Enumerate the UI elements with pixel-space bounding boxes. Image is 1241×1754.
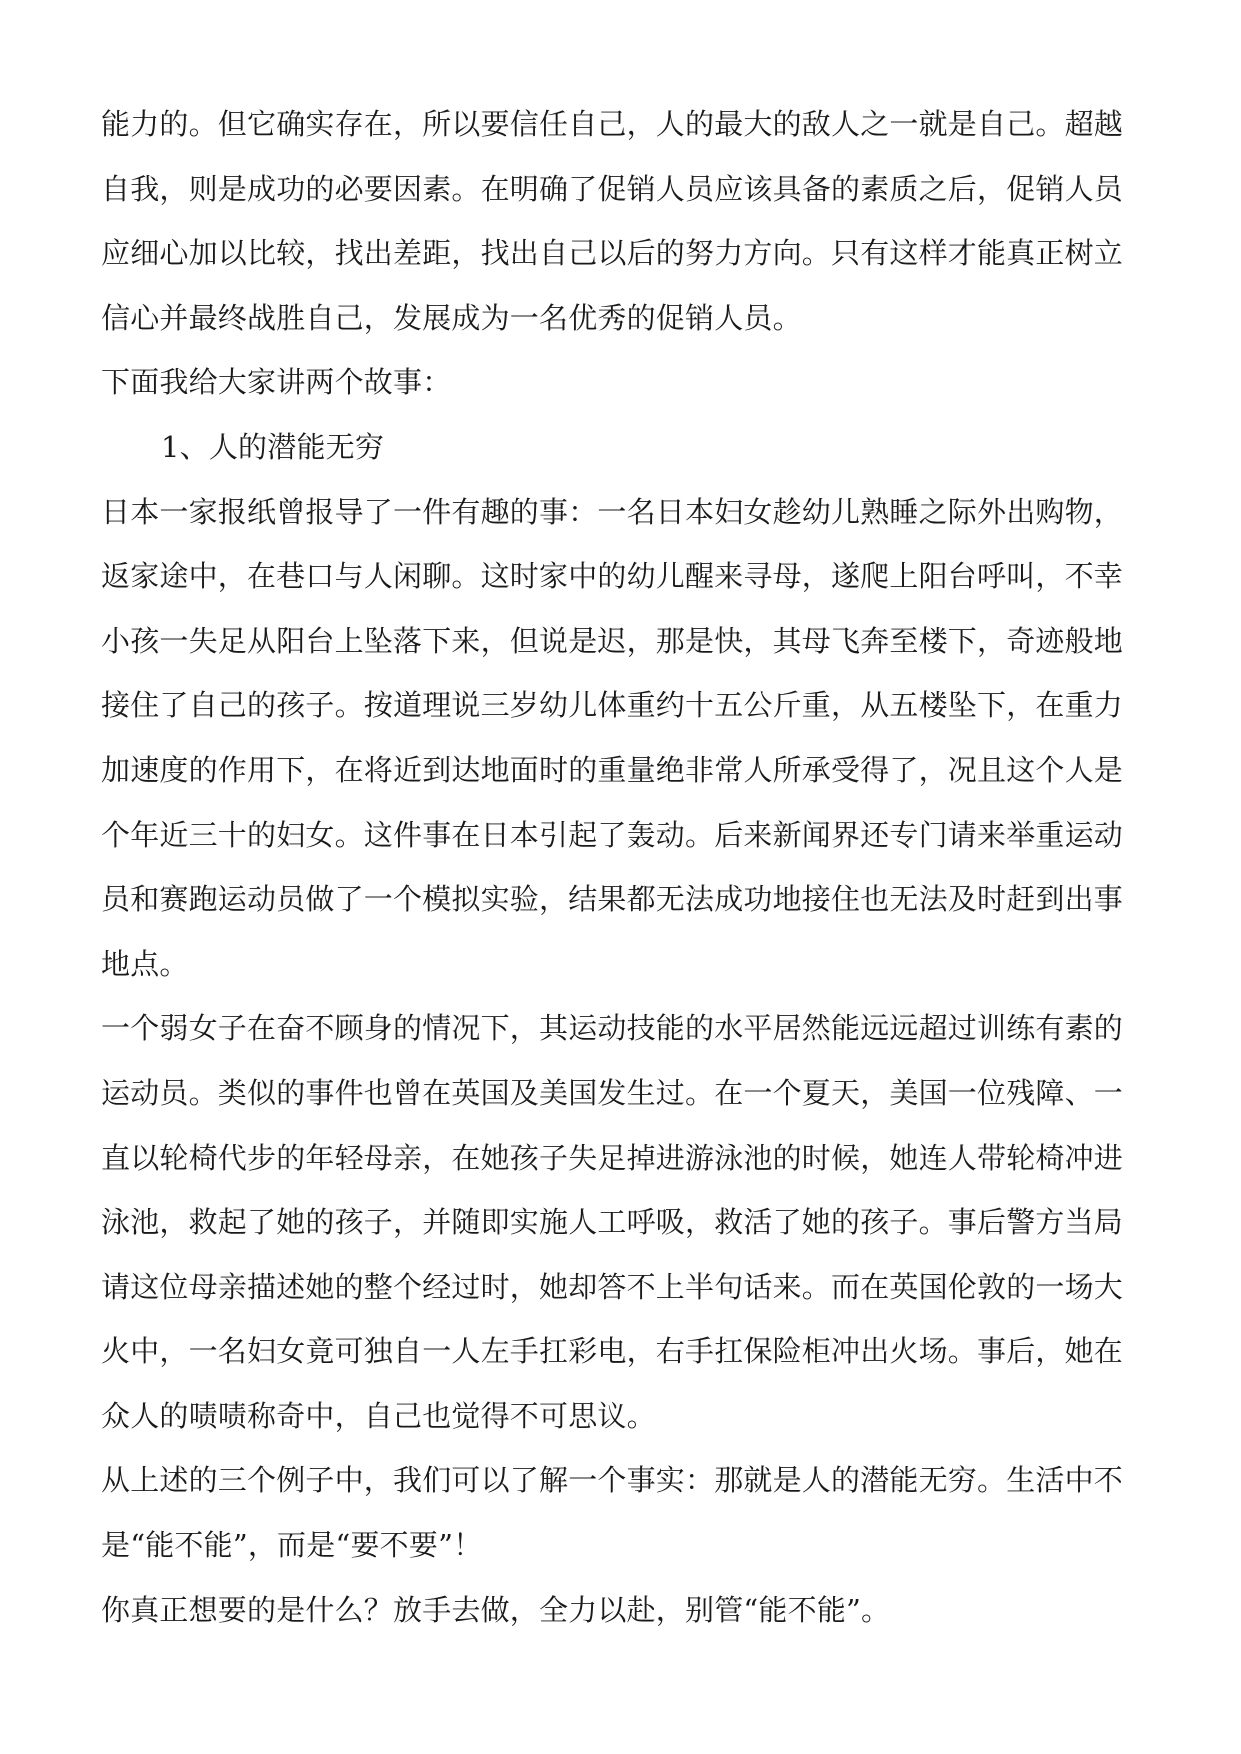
paragraph-line: 火中，一名妇女竟可独自一人左手扛彩电，右手扛保险柜冲出火场。事后，她在 <box>101 1334 1124 1369</box>
paragraph-line: 泳池，救起了她的孩子，并随即实施人工呼吸，救活了她的孩子。事后警方当局 <box>101 1205 1124 1240</box>
paragraph-line: 你真正想要的是什么？放手去做，全力以赴，别管“能不能”。 <box>101 1592 891 1627</box>
paragraph-line: 自我，则是成功的必要因素。在明确了促销人员应该具备的素质之后，促销人员 <box>101 171 1124 206</box>
paragraph-line: 是“能不能”，而是“要不要”！ <box>101 1528 483 1563</box>
paragraph-line: 请这位母亲描述她的整个经过时，她却答不上半句话来。而在英国伦敦的一场大 <box>101 1269 1124 1304</box>
paragraph-line: 应细心加以比较，找出差距，找出自己以后的努力方向。只有这样才能真正树立 <box>101 236 1124 271</box>
section-heading: 1、人的潜能无穷 <box>161 429 385 464</box>
paragraph-line: 信心并最终战胜自己，发展成为一名优秀的促销人员。 <box>101 300 802 335</box>
paragraph-line: 员和赛跑运动员做了一个模拟实验，结果都无法成功地接住也无法及时赶到出事 <box>101 882 1124 917</box>
document-body <box>101 92 1141 1642</box>
paragraph-line: 日本一家报纸曾报导了一件有趣的事：一名日本妇女趁幼儿熟睡之际外出购物， <box>101 494 1124 529</box>
paragraph-line: 一个弱女子在奋不顾身的情况下，其运动技能的水平居然能远远超过训练有素的 <box>101 1011 1124 1046</box>
paragraph-line: 个年近三十的妇女。这件事在日本引起了轰动。后来新闻界还专门请来举重运动 <box>101 817 1124 852</box>
paragraph-line: 运动员。类似的事件也曾在英国及美国发生过。在一个夏天，美国一位残障、一 <box>101 1075 1124 1110</box>
paragraph-line: 能力的。但它确实存在，所以要信任自己，人的最大的敌人之一就是自己。超越 <box>101 107 1124 141</box>
paragraph-line: 从上述的三个例子中，我们可以了解一个事实：那就是人的潜能无穷。生活中不 <box>101 1463 1124 1498</box>
paragraph-line: 返家途中，在巷口与人闲聊。这时家中的幼儿醒来寻母，遂爬上阳台呼叫，不幸 <box>101 559 1124 594</box>
paragraph-line: 小孩一失足从阳台上坠落下来，但说是迟，那是快，其母飞奔至楼下，奇迹般地 <box>101 623 1124 658</box>
paragraph-line: 加速度的作用下，在将近到达地面时的重量绝非常人所承受得了，况且这个人是 <box>101 752 1124 787</box>
paragraph-line: 下面我给大家讲两个故事： <box>101 365 452 400</box>
paragraph-line: 接住了自己的孩子。按道理说三岁幼儿体重约十五公斤重，从五楼坠下，在重力 <box>101 688 1124 723</box>
paragraph-line: 地点。 <box>101 946 189 981</box>
paragraph-line: 直以轮椅代步的年轻母亲，在她孩子失足掉进游泳池的时候，她连人带轮椅冲进 <box>101 1140 1124 1175</box>
paragraph-line: 众人的啧啧称奇中，自己也觉得不可思议。 <box>101 1398 656 1433</box>
